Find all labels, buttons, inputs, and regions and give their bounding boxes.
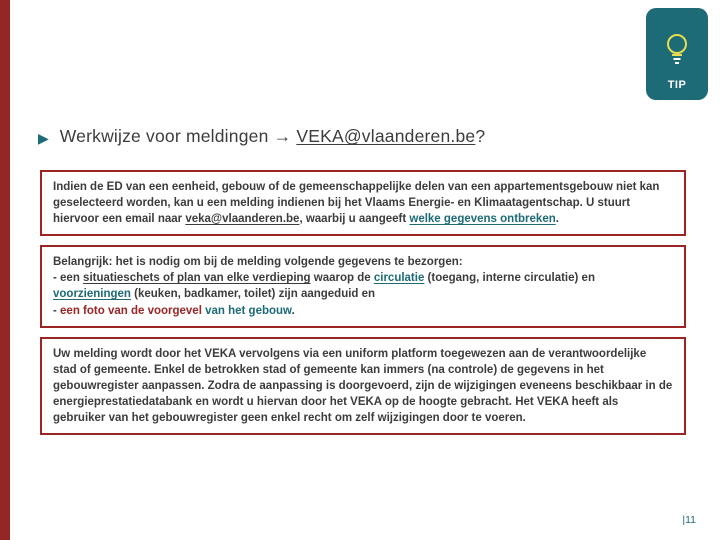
box2-line3-end: . — [291, 304, 295, 317]
title-email-link[interactable]: VEKA@vlaanderen.be — [296, 126, 476, 146]
box2-line2-mid2: (toegang, interne circulatie) en — [424, 272, 595, 285]
box2-emphasis-foto-voorgevel: een foto van de voorgevel — [60, 304, 202, 317]
box3-paragraph: Uw melding wordt door het VEKA vervolgens via een uniform platform toegewezen aan de verantwoordelijke stad of gemeente. Enkel de betrokken stad of gemeente kan immers (na controle) de gegevens in het gebouwregister aanpassen. Zodra de aanpassing is doorgevoerd, zijn de wijzigingen eveneens beschikbaar in de energieprestatiedatabank en wordt u hiervan door het VEKA op de hoogte gebracht. Het VEKA heeft als gebruiker van het gebouwregister geen enkel recht om zelf wijzigingen door te voeren. — [53, 347, 673, 425]
box2-line3 — [53, 303, 673, 319]
content-boxes — [40, 170, 686, 444]
box1-text-mid: , waarbij u aangeeft — [299, 213, 410, 226]
box2-emphasis-circulatie: circulatie — [373, 272, 425, 285]
page-number: |11 — [682, 514, 696, 526]
box2-line1: Belangrijk: het is nodig om bij de melding volgende gegevens te bezorgen: — [53, 256, 463, 269]
box2-line2-start: - een — [53, 272, 84, 285]
box2-emphasis-situatieschets: situatieschets of plan van elke verdieping — [83, 272, 311, 285]
box1-text-start: Indien de ED van een eenheid, gebouw of de gemeenschappelijke delen van een appartementsgebouw niet kan geselecteerd worden, kan u een melding indienen bij het Vlaams Energie- en Klimaatagentschap. U stuurt hiervoor een email naar — [53, 181, 660, 226]
box2-line2-mid1: waarop de — [310, 272, 374, 285]
box1-paragraph — [53, 179, 673, 227]
veka-email-link[interactable]: veka@vlaanderen.be — [185, 213, 300, 226]
box2-emphasis-van-het-gebouw: van het gebouw — [201, 304, 292, 317]
title-suffix: ? — [475, 126, 486, 146]
lightbulb-icon — [662, 32, 692, 73]
info-box-melding-indienen — [40, 170, 686, 236]
left-accent-bar — [0, 0, 10, 540]
box1-text-end: . — [555, 213, 559, 226]
bullet-arrow-icon: ▶ — [38, 129, 49, 146]
box2-emphasis-voorzieningen: voorzieningen — [53, 288, 131, 301]
slide-title-row — [38, 126, 485, 147]
box2-line2-end: (keuken, badkamer, toilet) zijn aangeduid en — [130, 288, 376, 301]
box1-emphasis-ontbrekende-gegevens: welke gegevens ontbreken — [409, 213, 556, 226]
page-title — [60, 126, 485, 147]
info-box-belangrijk — [40, 245, 686, 327]
tip-badge-label: TIP — [667, 79, 687, 91]
tip-badge — [646, 8, 708, 100]
box2-line3-start: - — [53, 304, 61, 317]
title-prefix: Werkwijze voor meldingen → — [59, 126, 297, 146]
info-box-verwerking-melding — [40, 337, 686, 435]
box2-line2 — [53, 270, 673, 302]
